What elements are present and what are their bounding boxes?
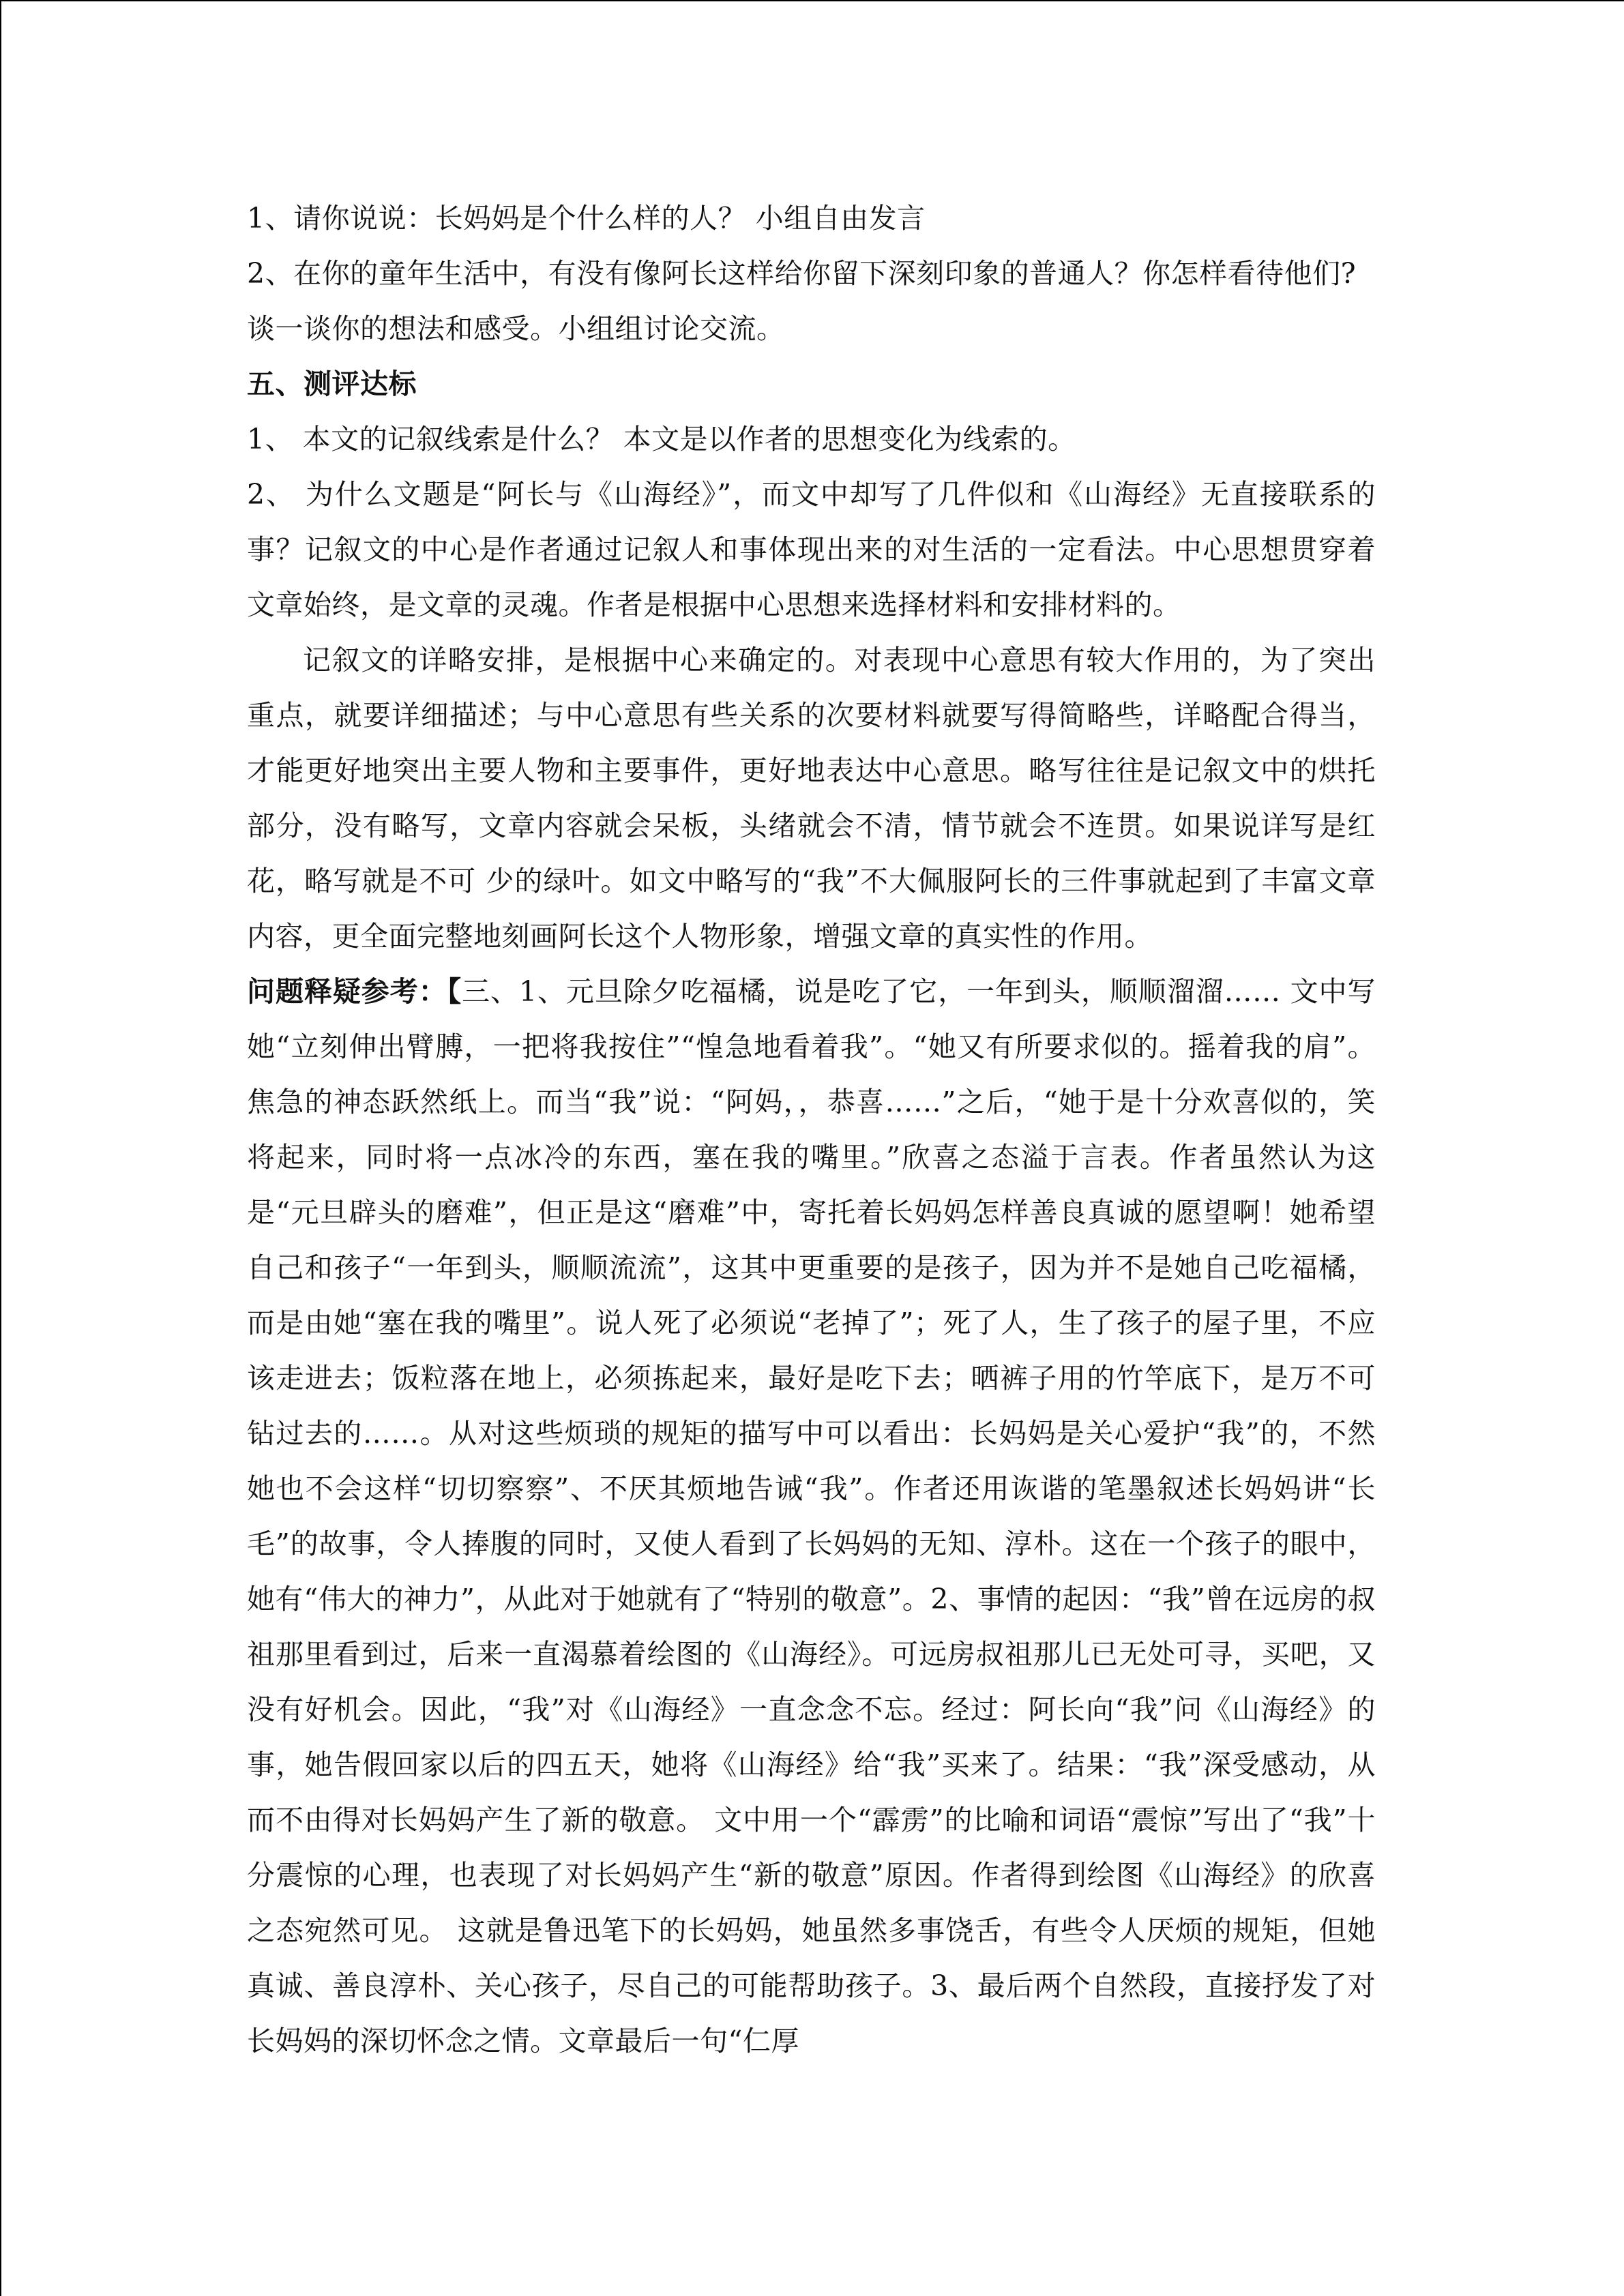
document-body: [247, 191, 1376, 2069]
reference-answer-paragraph: [247, 964, 1376, 2069]
assessment-question-2: 2、 为什么文题是“阿长与《山海经》”，而文中却写了几件似和《山海经》无直接联系的事？记叙文的中心是作者通过记叙人和事体现出来的对生活的一定看法。中心思想贯穿着文章始终，是文章的灵魂。作者是根据中心思想来选择材料和安排材料的。: [247, 478, 1376, 621]
reference-text: 三、1、元旦除夕吃福橘，说是吃了它，一年到头，顺顺溜溜…… 文中写她“立刻伸出臂膊，一把将我按住”“惶急地看着我”。“她又有所要求似的。摇着我的肩”。焦急的神态跃然纸上。而当“我”说：“阿妈，，恭喜……”之后，“她于是十分欢喜似的，笑将起来，同时将一点冰冷的东西，塞在我的嘴里。”欣喜之态溢于言表。作者虽然认为这是“元旦辟头的磨难”，但正是这“磨难”中，寄托着长妈妈怎样善良真诚的愿望啊！她希望自己和孩子“一年到头，顺顺流流”，这其中更重要的是孩子，因为并不是她自己吃福橘，而是由她“塞在我的嘴里”。说人死了必须说“老掉了”；死了人，生了孩子的屋子里，不应该走进去；饭粒落在地上，必须拣起来，最好是吃下去；晒裤子用的竹竿底下，是万不可钻过去的……。从对这些烦琐的规矩的描写中可以看出：长妈妈是关心爱护“我”的，不然她也不会这样“切切察察”、不厌其烦地告诫“我”。作者还用诙谐的笔墨叙述长妈妈讲“长毛”的故事，令人捧腹的同时，又使人看到了长妈妈的无知、淳朴。这在一个孩子的眼中，她有“伟大的神力”，从此对于她就有了“特别的敬意”。2、事情的起因：“我”曾在远房的叔祖那里看到过，后来一直渴慕着绘图的《山海经》。可远房叔祖那儿已无处可寻，买吧，又没有好机会。因此，“我”对《山海经》一直念念不忘。经过：阿长向“我”问《山海经》的事，她告假回家以后的四五天，她将《山海经》给“我”买来了。结果：“我”深受感动，从而不由得对长妈妈产生了新的敬意。 文中用一个“霹雳”的比喻和词语“震惊”写出了“我”十分震惊的心理，也表现了对长妈妈产生“新的敬意”原因。作者得到绘图《山海经》的欣喜之态宛然可见。 这就是鲁迅笔下的长妈妈，她虽然多事饶舌，有些令人厌烦的规矩，但她真诚、善良淳朴、关心孩子，尽自己的可能帮助孩子。3、最后两个自然段，直接抒发了对长妈妈的深切怀念之情。文章最后一句“仁厚: [247, 975, 1376, 2057]
reference-label: 问题释疑参考：【: [247, 975, 462, 1008]
discussion-item-2-cont: 谈一谈你的想法和感受。小组组讨论交流。: [247, 312, 785, 345]
discussion-item-1: 1、请你说说：长妈妈是个什么样的人？ 小组自由发言: [247, 202, 926, 235]
section-title-assessment: 五、测评达标: [247, 368, 417, 400]
discussion-item-2: 2、在你的童年生活中，有没有像阿长这样给你留下深刻印象的普通人？你怎样看待他们?: [247, 257, 1357, 290]
assessment-question-1: 1、 本文的记叙线索是什么？ 本文是以作者的思想变化为线索的。: [247, 423, 1076, 456]
assessment-paragraph-detail: 记叙文的详略安排，是根据中心来确定的。对表现中心意思有较大作用的，为了突出重点，就要详细描述；与中心意思有些关系的次要材料就要写得简略些，详略配合得当，才能更好地突出主要人物和主要事件，更好地表达中心意思。略写往往是记叙文中的烘托部分，没有略写，文章内容就会呆板，头绪就会不清，情节就会不连贯。如果说详写是红花，略写就是不可 少的绿叶。如文中略写的“我”不大佩服阿长的三件事就起到了丰富文章内容，更全面完整地刻画阿长这个人物形象，增强文章的真实性的作用。: [247, 644, 1376, 953]
